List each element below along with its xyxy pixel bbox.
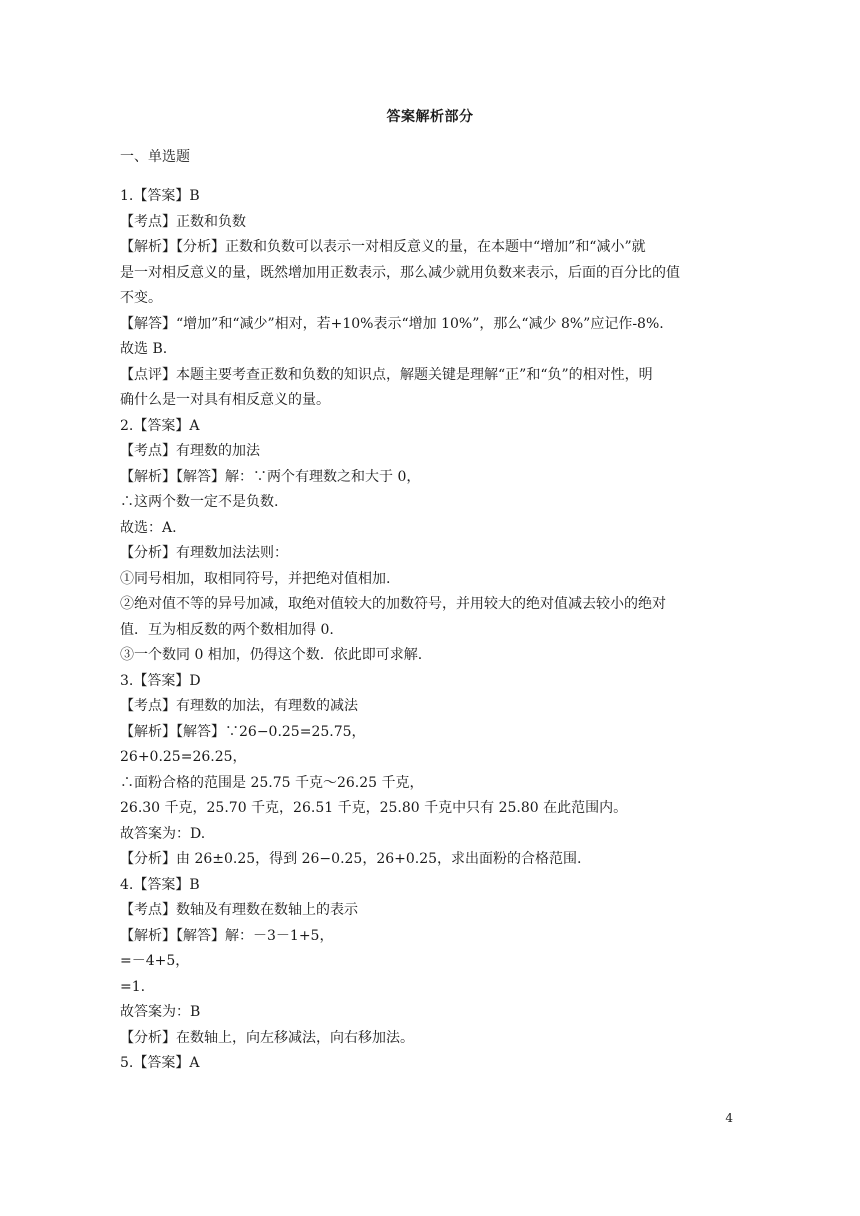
text-line: 1.【答案】B: [120, 188, 200, 204]
text-line: 5.【答案】A: [120, 1055, 200, 1071]
text-line: 【考点】数轴及有理数在数轴上的表示: [120, 902, 358, 918]
text-line: 是一对相反意义的量，既然增加用正数表示，那么减少就用负数来表示，后面的百分比的值: [120, 264, 680, 281]
text-line: 确什么是一对具有相反意义的量。: [120, 392, 330, 408]
text-line: 26.30 千克，25.70 千克，26.51 千克，25.80 千克中只有 25.80 在此范围内。: [120, 800, 628, 816]
section-heading: 一、单选题: [120, 149, 190, 165]
text-line: 故选：A.: [120, 519, 177, 536]
text-line: 3.【答案】D: [120, 672, 201, 689]
text-line: 4.【答案】B: [120, 876, 200, 893]
text-line: 【点评】本题主要考查正数和负数的知识点，解题关键是理解“正”和“负”的相对性，明: [120, 366, 653, 383]
text-line: 【考点】有理数的加法，有理数的减法: [120, 698, 358, 714]
text-line: 不变。: [120, 290, 162, 306]
text-line: ①同号相加，取相同符号，并把绝对值相加.: [120, 570, 391, 587]
text-line: 【分析】有理数加法法则：: [120, 545, 288, 561]
text-line: 【解析】【分析】正数和负数可以表示一对相反意义的量，在本题中“增加”和“减小”就: [120, 239, 646, 255]
text-line: ∴这两个数一定不是负数.: [120, 494, 279, 510]
answer-content: [120, 184, 740, 1077]
text-line: 值．互为相反数的两个数相加得 0.: [120, 621, 334, 638]
text-line: 【考点】有理数的加法: [120, 443, 260, 459]
text-line: 【解析】【解答】解：∵两个有理数之和大于 0，: [120, 468, 421, 485]
text-line: ③一个数同 0 相加，仍得这个数．依此即可求解.: [120, 647, 423, 663]
text-line: 【分析】由 26±0.25，得到 26−0.25，26+0.25，求出面粉的合格范围.: [120, 851, 582, 867]
text-line: ∴面粉合格的范围是 25.75 千克～26.25 千克，: [120, 774, 424, 791]
text-line: 故答案为：B: [120, 1004, 201, 1020]
text-line: =1.: [120, 978, 146, 995]
text-line: 【解析】【解答】∵26−0.25=25.75，: [120, 723, 366, 740]
text-line: 【解答】“增加”和“减少”相对，若+10%表示“增加 10%”，那么“减少 8%”应记作-8%.: [120, 315, 664, 332]
text-line: 【考点】正数和负数: [120, 213, 246, 230]
text-line: ②绝对值不等的异号加减，取绝对值较大的加数符号，并用较大的绝对值减去较小的绝对: [120, 596, 666, 612]
page-number: 4: [725, 1111, 733, 1125]
text-line: 故选 B.: [120, 341, 168, 357]
text-line: 【分析】在数轴上，向左移减法，向右移加法。: [120, 1029, 414, 1046]
text-line: 故答案为：D.: [120, 825, 206, 842]
text-line: 2.【答案】A: [120, 417, 200, 434]
text-line: =－4+5，: [120, 953, 190, 969]
page-title: 答案解析部分: [386, 109, 474, 125]
text-line: 26+0.25=26.25，: [120, 749, 247, 765]
text-line: 【解析】【解答】解：－3－1+5，: [120, 927, 334, 944]
